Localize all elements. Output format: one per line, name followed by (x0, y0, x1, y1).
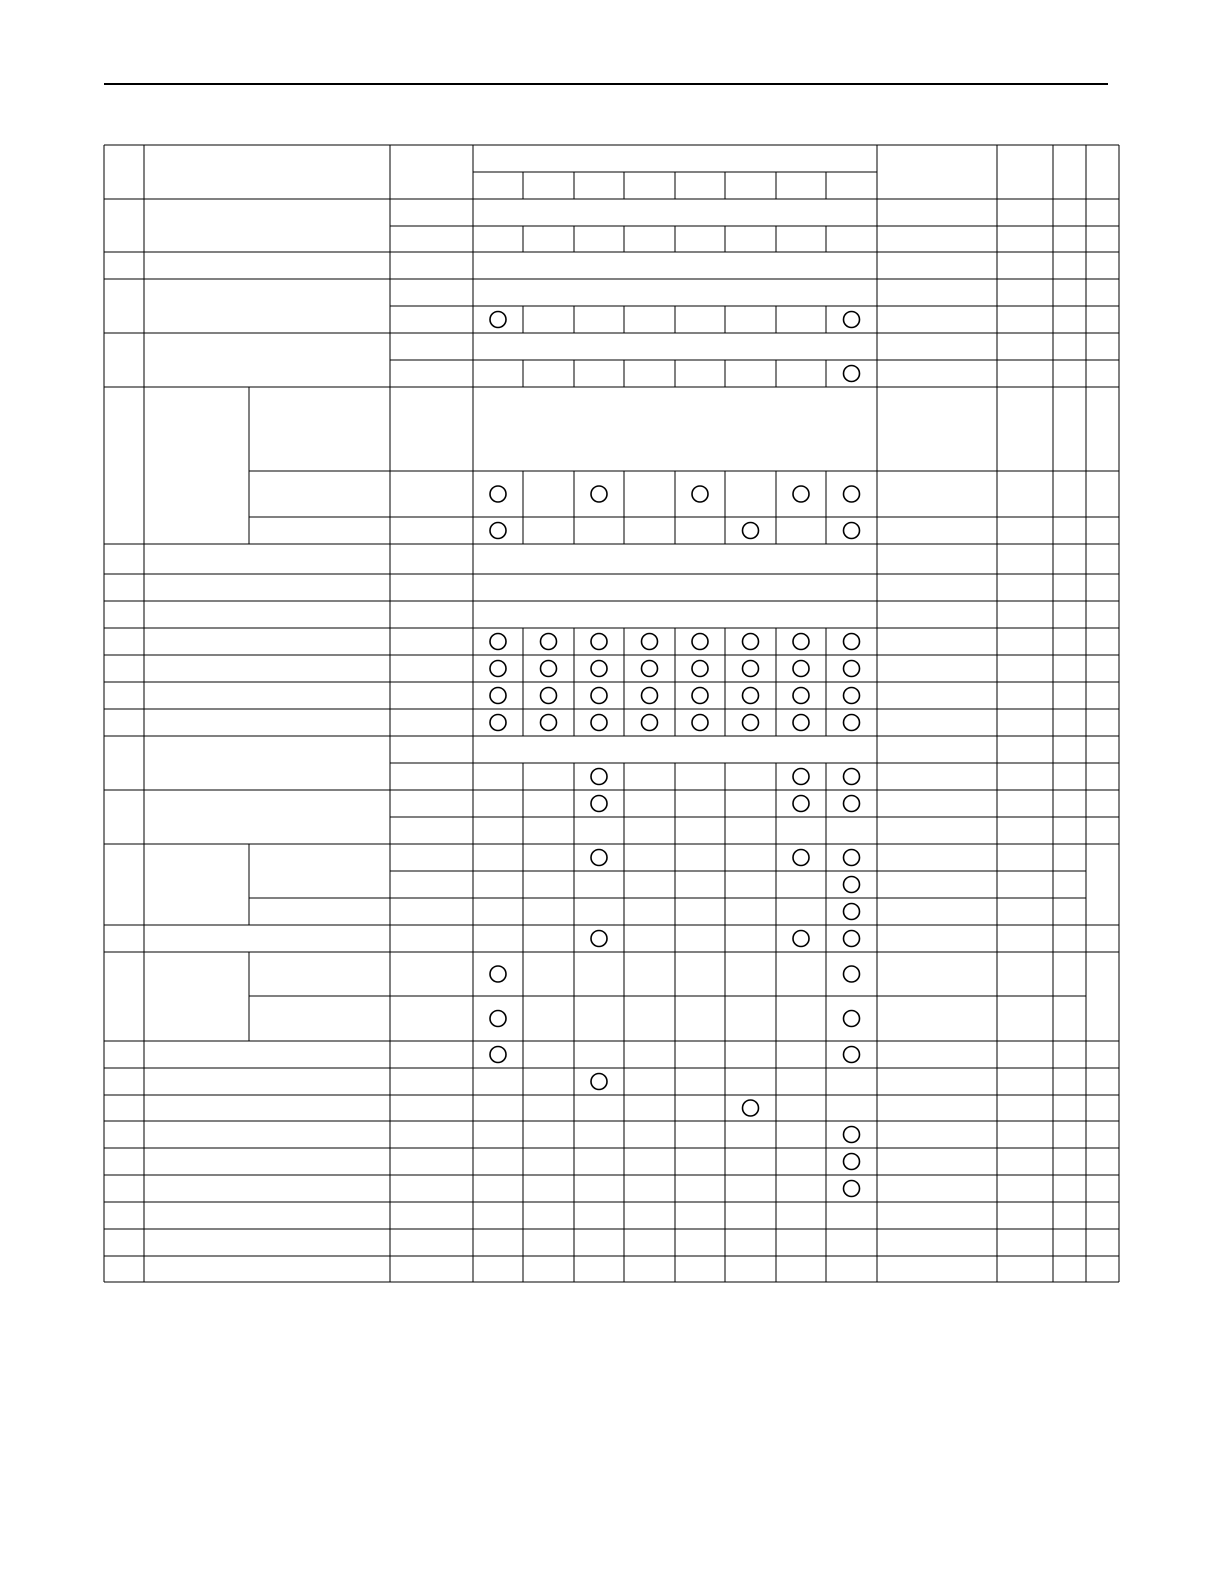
circle-mark (844, 366, 860, 382)
circle-mark (793, 661, 809, 677)
circle-mark (541, 688, 557, 704)
circle-mark (490, 966, 506, 982)
circle-mark (692, 486, 708, 502)
circle-mark (844, 1047, 860, 1063)
circle-mark (793, 769, 809, 785)
circle-mark (793, 634, 809, 650)
circle-mark (591, 661, 607, 677)
circle-mark (642, 715, 658, 731)
circle-mark (743, 715, 759, 731)
circle-mark (844, 904, 860, 920)
circle-mark (844, 769, 860, 785)
circle-mark (844, 1181, 860, 1197)
circle-mark (490, 715, 506, 731)
circle-mark (793, 486, 809, 502)
circle-mark (642, 661, 658, 677)
circle-mark (844, 1011, 860, 1027)
circle-mark (844, 486, 860, 502)
circle-mark (490, 1047, 506, 1063)
circle-mark (490, 486, 506, 502)
circle-mark (844, 634, 860, 650)
circle-mark (844, 715, 860, 731)
circle-mark (591, 850, 607, 866)
circle-mark (844, 850, 860, 866)
circle-mark (692, 661, 708, 677)
circle-mark (844, 796, 860, 812)
circle-mark (793, 715, 809, 731)
circle-mark (591, 688, 607, 704)
circle-mark (793, 796, 809, 812)
circle-mark (591, 769, 607, 785)
circle-mark (844, 966, 860, 982)
circle-mark (793, 850, 809, 866)
circle-mark (591, 486, 607, 502)
circle-mark (844, 1154, 860, 1170)
circle-mark (642, 688, 658, 704)
circle-mark (844, 1127, 860, 1143)
circle-mark (844, 688, 860, 704)
circle-mark (490, 523, 506, 539)
circle-mark (591, 634, 607, 650)
circle-mark (844, 661, 860, 677)
circle-mark (844, 877, 860, 893)
circle-mark (692, 715, 708, 731)
circle-mark (490, 312, 506, 328)
circle-mark (490, 634, 506, 650)
circle-mark (642, 634, 658, 650)
circle-mark (541, 715, 557, 731)
circle-mark (541, 661, 557, 677)
circle-mark (844, 523, 860, 539)
circle-mark (591, 796, 607, 812)
circle-mark (490, 688, 506, 704)
circle-mark (743, 661, 759, 677)
circle-mark (591, 931, 607, 947)
circle-mark (591, 715, 607, 731)
circle-mark (844, 931, 860, 947)
circle-mark (743, 523, 759, 539)
circle-mark (793, 931, 809, 947)
circle-mark (591, 1074, 607, 1090)
circle-mark (793, 688, 809, 704)
circle-mark (743, 688, 759, 704)
circle-mark (743, 634, 759, 650)
circle-mark (541, 634, 557, 650)
circle-mark (692, 688, 708, 704)
circle-mark (692, 634, 708, 650)
circle-mark (743, 1100, 759, 1116)
circle-mark (490, 1011, 506, 1027)
circle-mark (844, 312, 860, 328)
circle-mark (490, 661, 506, 677)
